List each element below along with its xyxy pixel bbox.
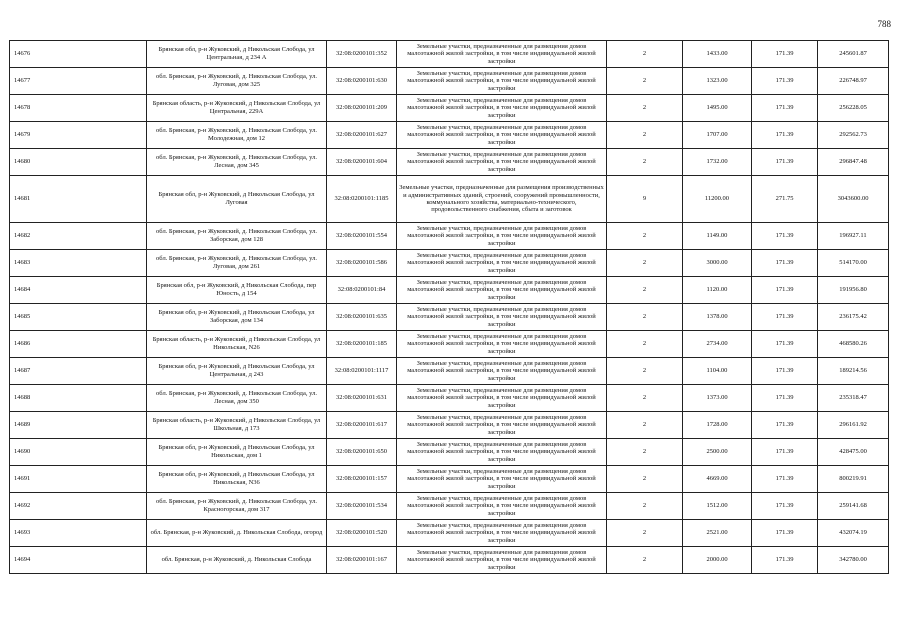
cadastral-value-cell: 191956.80 bbox=[818, 277, 889, 304]
cadastral-number-cell: 32:08:0200101:635 bbox=[327, 304, 397, 331]
land-use-cell: Земельные участки, предназначенные для размещения домов малоэтажной жилой застройки, в том числе индивидуальной жилой застройки bbox=[397, 466, 607, 493]
area-cell: 1732.00 bbox=[683, 149, 752, 176]
cadastral-number-cell: 32:08:0200101:630 bbox=[327, 68, 397, 95]
row-number-cell: 14681 bbox=[10, 176, 147, 223]
land-use-cell: Земельные участки, предназначенные для размещения домов малоэтажной жилой застройки, в том числе индивидуальной жилой застройки bbox=[397, 68, 607, 95]
land-use-cell: Земельные участки, предназначенные для размещения домов малоэтажной жилой застройки, в том числе индивидуальной жилой застройки bbox=[397, 412, 607, 439]
cadastral-value-cell: 514170.00 bbox=[818, 250, 889, 277]
row-number-cell: 14676 bbox=[10, 41, 147, 68]
cadastral-value-cell: 245601.87 bbox=[818, 41, 889, 68]
group-number-cell: 2 bbox=[607, 412, 683, 439]
area-cell: 1512.00 bbox=[683, 493, 752, 520]
area-cell: 1373.00 bbox=[683, 385, 752, 412]
land-use-cell: Земельные участки, предназначенные для размещения домов малоэтажной жилой застройки, в том числе индивидуальной жилой застройки bbox=[397, 149, 607, 176]
area-cell: 1149.00 bbox=[683, 223, 752, 250]
group-number-cell: 2 bbox=[607, 68, 683, 95]
address-cell: Брянская обл, р-н Жуковский, д Никольская Слобода, ул Никольская, дом 1 bbox=[147, 439, 327, 466]
area-cell: 2500.00 bbox=[683, 439, 752, 466]
unit-value-cell: 271.75 bbox=[752, 176, 818, 223]
area-cell: 1104.00 bbox=[683, 358, 752, 385]
address-cell: обл. Брянская, р-н Жуковский, д. Никольская Слобода, ул. Лесная, дом 350 bbox=[147, 385, 327, 412]
land-use-cell: Земельные участки, предназначенные для размещения домов малоэтажной жилой застройки, в том числе индивидуальной жилой застройки bbox=[397, 95, 607, 122]
address-cell: обл. Брянская, р-н Жуковский, д. Никольская Слобода, ул. Заборская, дом 128 bbox=[147, 223, 327, 250]
table-row bbox=[10, 68, 889, 95]
address-cell: Брянская область, р-н Жуковский, д Никольская Слобода, ул Центральная, 229А bbox=[147, 95, 327, 122]
table-row bbox=[10, 331, 889, 358]
row-number-cell: 14687 bbox=[10, 358, 147, 385]
address-cell: обл. Брянская, р-н Жуковский, д. Никольская Слобода, ул. Луговая, дом 261 bbox=[147, 250, 327, 277]
cadastral-number-cell: 32:08:0200101:627 bbox=[327, 122, 397, 149]
area-cell: 1120.00 bbox=[683, 277, 752, 304]
table-row bbox=[10, 493, 889, 520]
cadastral-number-cell: 32:08:0200101:157 bbox=[327, 466, 397, 493]
table-row bbox=[10, 412, 889, 439]
address-cell: Брянская обл, р-н Жуковский, д Никольская Слобода, ул Центральная, д 243 bbox=[147, 358, 327, 385]
cadastral-value-cell: 342780.00 bbox=[818, 547, 889, 574]
group-number-cell: 2 bbox=[607, 149, 683, 176]
cadastral-value-cell: 3043600.00 bbox=[818, 176, 889, 223]
row-number-cell: 14682 bbox=[10, 223, 147, 250]
table-row bbox=[10, 520, 889, 547]
land-use-cell: Земельные участки, предназначенные для размещения домов малоэтажной жилой застройки, в том числе индивидуальной жилой застройки bbox=[397, 358, 607, 385]
group-number-cell: 2 bbox=[607, 122, 683, 149]
table-row bbox=[10, 547, 889, 574]
cadastral-number-cell: 32:08:0200101:586 bbox=[327, 250, 397, 277]
group-number-cell: 2 bbox=[607, 250, 683, 277]
address-cell: Брянская обл, р-н Жуковский, д Никольская Слобода, ул Никольская, N36 bbox=[147, 466, 327, 493]
unit-value-cell: 171.39 bbox=[752, 122, 818, 149]
row-number-cell: 14679 bbox=[10, 122, 147, 149]
land-use-cell: Земельные участки, предназначенные для размещения производственных и административных зданий, строений, сооружений промышленности, коммунального хозяйства, материально-технического, продовольственного снабжения, сбыта и заготовок bbox=[397, 176, 607, 223]
land-use-cell: Земельные участки, предназначенные для размещения домов малоэтажной жилой застройки, в том числе индивидуальной жилой застройки bbox=[397, 304, 607, 331]
row-number-cell: 14680 bbox=[10, 149, 147, 176]
cadastral-value-cell: 292562.73 bbox=[818, 122, 889, 149]
area-cell: 11200.00 bbox=[683, 176, 752, 223]
group-number-cell: 2 bbox=[607, 304, 683, 331]
row-number-cell: 14686 bbox=[10, 331, 147, 358]
land-use-cell: Земельные участки, предназначенные для размещения домов малоэтажной жилой застройки, в том числе индивидуальной жилой застройки bbox=[397, 250, 607, 277]
cadastral-number-cell: 32:08:0200101:617 bbox=[327, 412, 397, 439]
table-row bbox=[10, 223, 889, 250]
area-cell: 1323.00 bbox=[683, 68, 752, 95]
area-cell: 4669.00 bbox=[683, 466, 752, 493]
address-cell: обл. Брянская, р-н Жуковский, д. Никольская Слобода, ул. Молодежная, дом 12 bbox=[147, 122, 327, 149]
table-row bbox=[10, 149, 889, 176]
group-number-cell: 2 bbox=[607, 520, 683, 547]
row-number-cell: 14685 bbox=[10, 304, 147, 331]
land-use-cell: Земельные участки, предназначенные для размещения домов малоэтажной жилой застройки, в том числе индивидуальной жилой застройки bbox=[397, 223, 607, 250]
area-cell: 1728.00 bbox=[683, 412, 752, 439]
group-number-cell: 2 bbox=[607, 358, 683, 385]
unit-value-cell: 171.39 bbox=[752, 493, 818, 520]
land-use-cell: Земельные участки, предназначенные для размещения домов малоэтажной жилой застройки, в том числе индивидуальной жилой застройки bbox=[397, 331, 607, 358]
page-number: 788 bbox=[877, 19, 891, 29]
table-row bbox=[10, 41, 889, 68]
land-use-cell: Земельные участки, предназначенные для размещения домов малоэтажной жилой застройки, в том числе индивидуальной жилой застройки bbox=[397, 547, 607, 574]
row-number-cell: 14684 bbox=[10, 277, 147, 304]
unit-value-cell: 171.39 bbox=[752, 223, 818, 250]
unit-value-cell: 171.39 bbox=[752, 385, 818, 412]
cadastral-number-cell: 32:08:0200101:1185 bbox=[327, 176, 397, 223]
area-cell: 1433.00 bbox=[683, 41, 752, 68]
cadastral-number-cell: 32:08:0200101:554 bbox=[327, 223, 397, 250]
group-number-cell: 2 bbox=[607, 41, 683, 68]
cadastral-number-cell: 32:08:0200101:534 bbox=[327, 493, 397, 520]
land-use-cell: Земельные участки, предназначенные для размещения домов малоэтажной жилой застройки, в том числе индивидуальной жилой застройки bbox=[397, 277, 607, 304]
unit-value-cell: 171.39 bbox=[752, 466, 818, 493]
row-number-cell: 14691 bbox=[10, 466, 147, 493]
unit-value-cell: 171.39 bbox=[752, 304, 818, 331]
land-use-cell: Земельные участки, предназначенные для размещения домов малоэтажной жилой застройки, в том числе индивидуальной жилой застройки bbox=[397, 122, 607, 149]
cadastral-value-cell: 235318.47 bbox=[818, 385, 889, 412]
address-cell: обл. Брянская, р-н Жуковский, д. Никольская Слобода, ул. Лесная, дом 345 bbox=[147, 149, 327, 176]
area-cell: 2734.00 bbox=[683, 331, 752, 358]
unit-value-cell: 171.39 bbox=[752, 412, 818, 439]
cadastral-number-cell: 32:08:0200101:520 bbox=[327, 520, 397, 547]
address-cell: Брянская область, р-н Жуковский, д Никольская Слобода, ул Школьная, д 173 bbox=[147, 412, 327, 439]
group-number-cell: 2 bbox=[607, 385, 683, 412]
address-cell: обл. Брянская, р-н Жуковский, д. Никольская Слобода, ул. Луговая, дом 325 bbox=[147, 68, 327, 95]
table-row bbox=[10, 385, 889, 412]
unit-value-cell: 171.39 bbox=[752, 41, 818, 68]
unit-value-cell: 171.39 bbox=[752, 331, 818, 358]
cadastral-number-cell: 32:08:0200101:352 bbox=[327, 41, 397, 68]
cadastral-value-cell: 296847.48 bbox=[818, 149, 889, 176]
cadastral-value-cell: 468580.26 bbox=[818, 331, 889, 358]
table-row bbox=[10, 250, 889, 277]
unit-value-cell: 171.39 bbox=[752, 520, 818, 547]
row-number-cell: 14688 bbox=[10, 385, 147, 412]
unit-value-cell: 171.39 bbox=[752, 277, 818, 304]
row-number-cell: 14690 bbox=[10, 439, 147, 466]
group-number-cell: 2 bbox=[607, 493, 683, 520]
row-number-cell: 14692 bbox=[10, 493, 147, 520]
cadastral-number-cell: 32:08:0200101:650 bbox=[327, 439, 397, 466]
cadastral-value-cell: 189214.56 bbox=[818, 358, 889, 385]
address-cell: Брянская обл, р-н Жуковский, д Никольская Слобода, пер Юность, д 154 bbox=[147, 277, 327, 304]
cadastral-value-table bbox=[9, 40, 889, 574]
cadastral-value-cell: 236175.42 bbox=[818, 304, 889, 331]
table-row bbox=[10, 176, 889, 223]
cadastral-number-cell: 32:08:0200101:209 bbox=[327, 95, 397, 122]
row-number-cell: 14693 bbox=[10, 520, 147, 547]
table-row bbox=[10, 466, 889, 493]
cadastral-value-cell: 428475.00 bbox=[818, 439, 889, 466]
cadastral-value-cell: 196927.11 bbox=[818, 223, 889, 250]
address-cell: Брянская область, р-н Жуковский, д Никольская Слобода, ул Никольская, N26 bbox=[147, 331, 327, 358]
land-use-cell: Земельные участки, предназначенные для размещения домов малоэтажной жилой застройки, в том числе индивидуальной жилой застройки bbox=[397, 520, 607, 547]
row-number-cell: 14677 bbox=[10, 68, 147, 95]
cadastral-value-cell: 800219.91 bbox=[818, 466, 889, 493]
address-cell: обл. Брянская, р-н Жуковский, д. Никольская Слобода, ул. Красногорская, дом 317 bbox=[147, 493, 327, 520]
group-number-cell: 2 bbox=[607, 547, 683, 574]
row-number-cell: 14689 bbox=[10, 412, 147, 439]
unit-value-cell: 171.39 bbox=[752, 358, 818, 385]
row-number-cell: 14694 bbox=[10, 547, 147, 574]
table-row bbox=[10, 95, 889, 122]
table-row bbox=[10, 358, 889, 385]
unit-value-cell: 171.39 bbox=[752, 68, 818, 95]
unit-value-cell: 171.39 bbox=[752, 250, 818, 277]
unit-value-cell: 171.39 bbox=[752, 547, 818, 574]
area-cell: 2000.00 bbox=[683, 547, 752, 574]
address-cell: Брянская обл, р-н Жуковский, д Никольская Слобода, ул Луговая bbox=[147, 176, 327, 223]
cadastral-number-cell: 32:08:0200101:84 bbox=[327, 277, 397, 304]
cadastral-number-cell: 32:08:0200101:1117 bbox=[327, 358, 397, 385]
cadastral-value-cell: 296161.92 bbox=[818, 412, 889, 439]
address-cell: Брянская обл, р-н Жуковский, д Никольская Слобода, ул Центральная, д 234 А bbox=[147, 41, 327, 68]
table-row bbox=[10, 439, 889, 466]
cadastral-number-cell: 32:08:0200101:167 bbox=[327, 547, 397, 574]
cadastral-number-cell: 32:08:0200101:604 bbox=[327, 149, 397, 176]
group-number-cell: 2 bbox=[607, 223, 683, 250]
area-cell: 1707.00 bbox=[683, 122, 752, 149]
cadastral-value-cell: 432074.19 bbox=[818, 520, 889, 547]
group-number-cell: 2 bbox=[607, 95, 683, 122]
unit-value-cell: 171.39 bbox=[752, 95, 818, 122]
area-cell: 1495.00 bbox=[683, 95, 752, 122]
cadastral-number-cell: 32:08:0200101:631 bbox=[327, 385, 397, 412]
cadastral-value-cell: 259141.68 bbox=[818, 493, 889, 520]
group-number-cell: 2 bbox=[607, 331, 683, 358]
cadastral-value-cell: 256228.05 bbox=[818, 95, 889, 122]
land-use-cell: Земельные участки, предназначенные для размещения домов малоэтажной жилой застройки, в том числе индивидуальной жилой застройки bbox=[397, 439, 607, 466]
address-cell: обл. Брянская, р-н Жуковский, д. Никольская Слобода, огород bbox=[147, 520, 327, 547]
cadastral-number-cell: 32:08:0200101:185 bbox=[327, 331, 397, 358]
area-cell: 3000.00 bbox=[683, 250, 752, 277]
row-number-cell: 14683 bbox=[10, 250, 147, 277]
area-cell: 1378.00 bbox=[683, 304, 752, 331]
area-cell: 2521.00 bbox=[683, 520, 752, 547]
table-row bbox=[10, 122, 889, 149]
address-cell: обл. Брянская, р-н Жуковский, д. Никольская Слобода bbox=[147, 547, 327, 574]
table-row bbox=[10, 277, 889, 304]
row-number-cell: 14678 bbox=[10, 95, 147, 122]
table-row bbox=[10, 304, 889, 331]
group-number-cell: 2 bbox=[607, 466, 683, 493]
land-use-cell: Земельные участки, предназначенные для размещения домов малоэтажной жилой застройки, в том числе индивидуальной жилой застройки bbox=[397, 41, 607, 68]
cadastral-value-cell: 226748.97 bbox=[818, 68, 889, 95]
land-use-cell: Земельные участки, предназначенные для размещения домов малоэтажной жилой застройки, в том числе индивидуальной жилой застройки bbox=[397, 385, 607, 412]
group-number-cell: 2 bbox=[607, 439, 683, 466]
unit-value-cell: 171.39 bbox=[752, 149, 818, 176]
group-number-cell: 2 bbox=[607, 277, 683, 304]
table-body bbox=[10, 41, 889, 574]
unit-value-cell: 171.39 bbox=[752, 439, 818, 466]
address-cell: Брянская обл, р-н Жуковский, д Никольская Слобода, ул Заборская, дом 134 bbox=[147, 304, 327, 331]
land-use-cell: Земельные участки, предназначенные для размещения домов малоэтажной жилой застройки, в том числе индивидуальной жилой застройки bbox=[397, 493, 607, 520]
group-number-cell: 9 bbox=[607, 176, 683, 223]
